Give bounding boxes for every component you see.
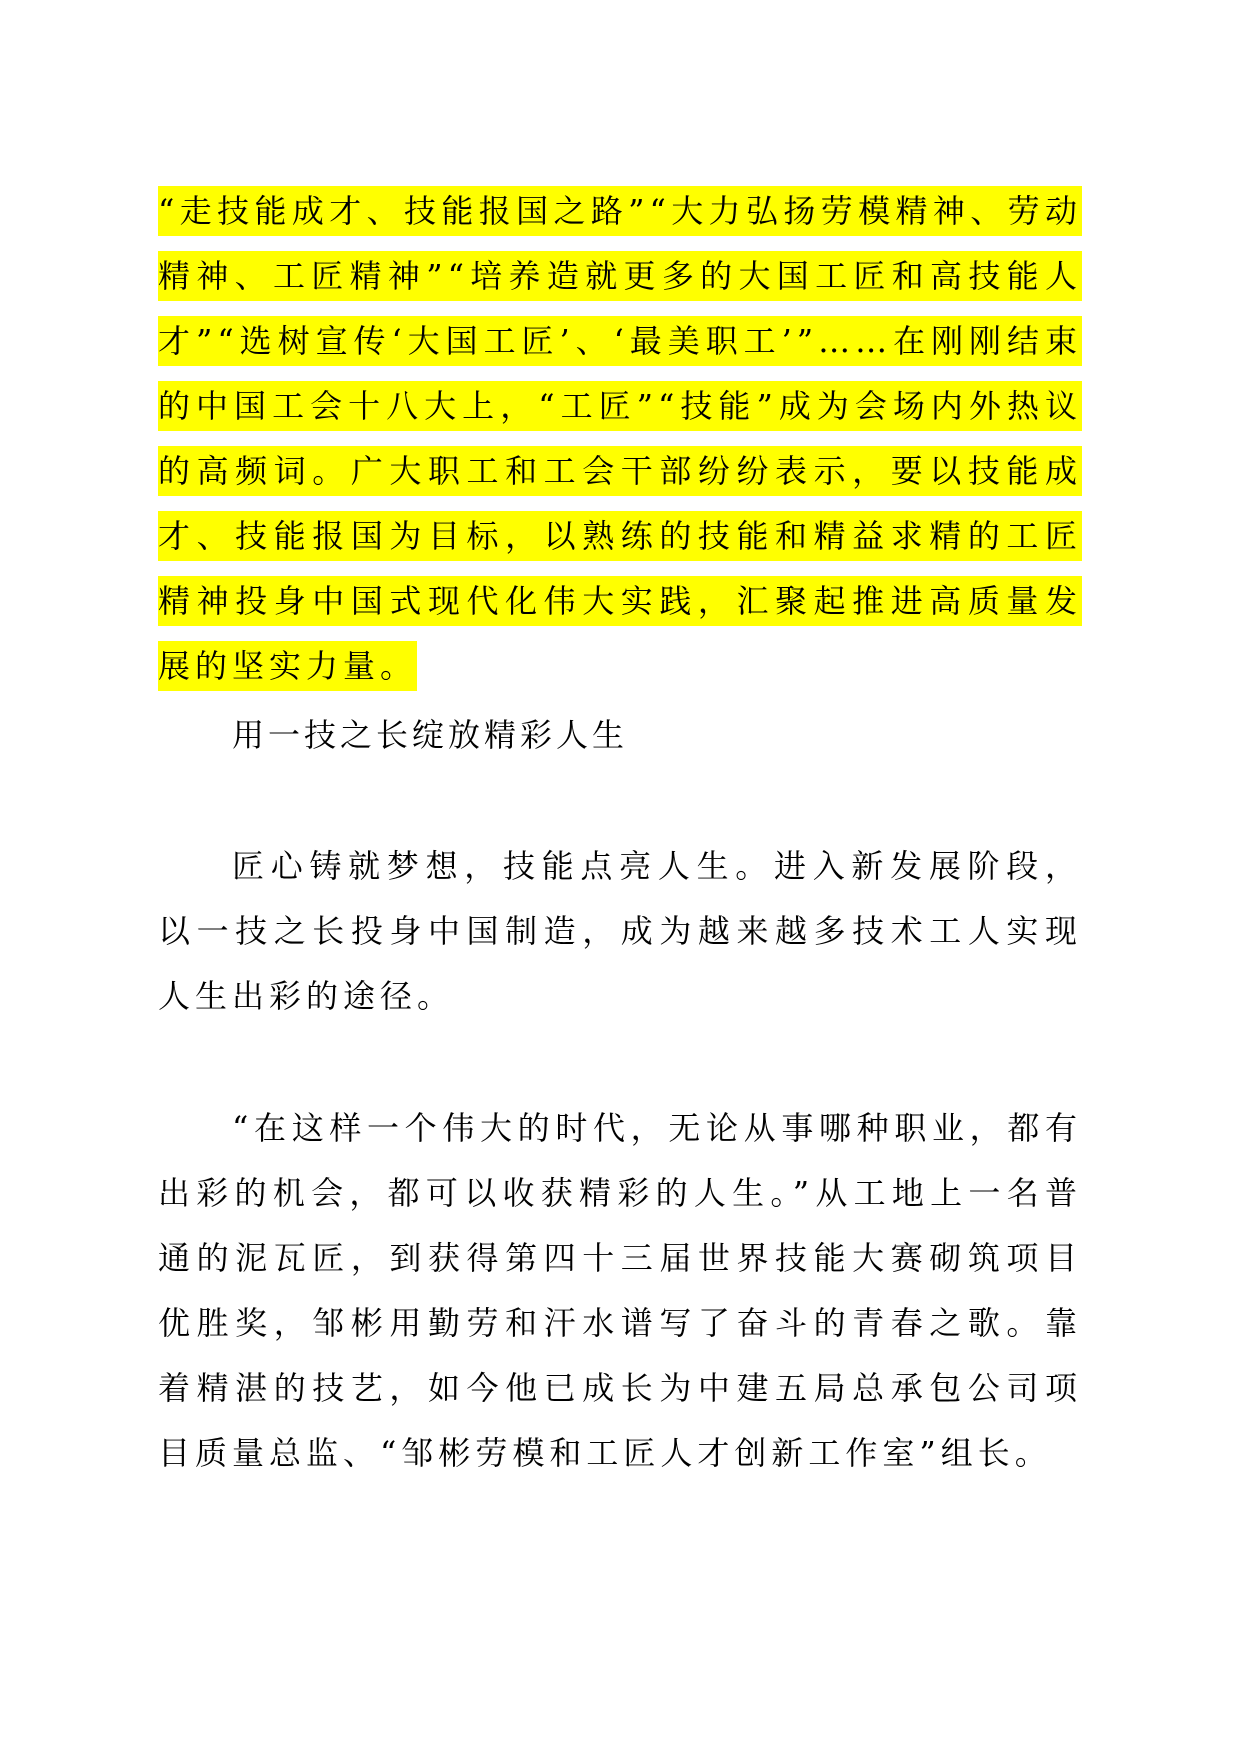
body-paragraph-2: “在这样一个伟大的时代，无论从事哪种职业，都有出彩的机会，都可以收获精彩的人生。”从工地上一名普通的泥瓦匠，到获得第四十三届世界技能大赛砌筑项目优胜奖，邹彬用勤劳和汗水谱写了奋斗的青春之歌。靠着精湛的技艺，如今他已成长为中建五局总承包公司项目质量总监、“邹彬劳模和工匠人才创新工作室”组长。 xyxy=(158,1109,1082,1472)
body-paragraph-1: 匠心铸就梦想，技能点亮人生。进入新发展阶段，以一技之长投身中国制造，成为越来越多技术工人实现人生出彩的途径。 xyxy=(158,847,1082,1015)
intro-paragraph xyxy=(158,179,1082,699)
section-subheading: 用一技之长绽放精彩人生 xyxy=(232,716,629,754)
highlighted-text: “走技能成才、技能报国之路”“大力弘扬劳模精神、劳动精神、工匠精神”“培养造就更多的大国工匠和高技能人才”“选树宣传‘大国工匠’、‘最美职工’”……在刚刚结束的中国工会十八大上，“工匠”“技能”成为会场内外热议的高频词。广大职工和工会干部纷纷表示，要以技能成才、技能报国为目标，以熟练的技能和精益求精的工匠精神投身中国式现代化伟大实践，汇聚起推进高质量发展的坚实力量。 xyxy=(158,186,1082,691)
